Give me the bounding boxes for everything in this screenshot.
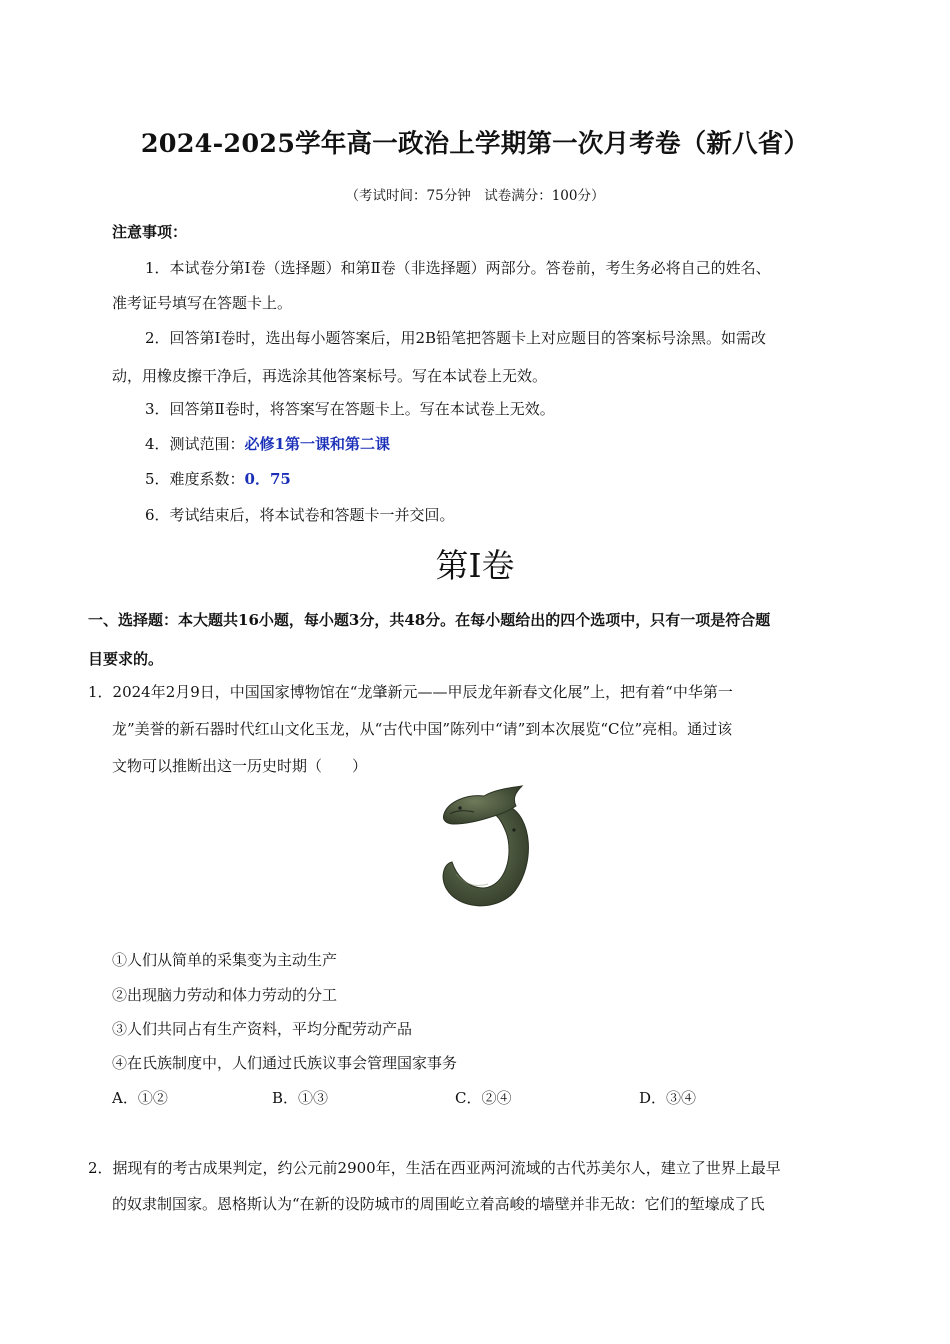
notice-item-5-label: 5．难度系数： [145, 470, 245, 488]
option-a[interactable]: A．①② [112, 1089, 168, 1107]
statement-2: ②出现脑力劳动和体力劳动的分工 [112, 986, 338, 1004]
question-1-line-1: 1．2024年2月9日，中国国家博物馆在“龙肇新元——甲辰龙年新春文化展”上，把有着“中华第一 [88, 683, 733, 701]
exam-subtitle: （考试时间：75分钟 试卷满分：100分） [345, 188, 605, 204]
notice-item-6: 6．考试结束后，将本试卷和答题卡一并交回。 [145, 506, 455, 524]
question-2-line-1: 2．据现有的考古成果判定，约公元前2900年，生活在西亚两河流域的古代苏美尔人，建立了世界上最早 [88, 1159, 781, 1177]
notice-item-4 [145, 433, 390, 454]
statement-4: ④在氏族制度中，人们通过氏族议事会管理国家事务 [112, 1054, 458, 1072]
option-d[interactable]: D．③④ [639, 1089, 697, 1107]
option-c[interactable]: C．②④ [455, 1089, 512, 1107]
notice-item-2-line-1: 2．回答第Ⅰ卷时，选出每小题答案后，用2B铅笔把答题卡上对应题目的答案标号涂黑。如需改 [145, 329, 767, 347]
section-title: 第Ⅰ卷 [435, 546, 515, 585]
option-b[interactable]: B．①③ [272, 1089, 329, 1107]
difficulty-value: 0．75 [244, 470, 291, 488]
notice-heading: 注意事项： [112, 223, 188, 241]
question-2-line-2: 的奴隶制国家。恩格斯认为“在新的设防城市的周围屹立着高峻的墙壁并非无故：它们的堑壕成了氏 [112, 1195, 765, 1213]
exam-title: 2024-2025学年高一政治上学期第一次月考卷（新八省） [140, 129, 810, 159]
notice-item-1-line-1: 1．本试卷分第Ⅰ卷（选择题）和第Ⅱ卷（非选择题）两部分。答卷前，考生务必将自己的姓名、 [145, 259, 771, 277]
question-1-line-3: 文物可以推断出这一历史时期（ ） [112, 757, 368, 775]
section-instruction-line-1: 一、选择题：本大题共16小题，每小题3分，共48分。在每小题给出的四个选项中，只有一项是符合题 [88, 611, 771, 629]
section-instruction-line-2: 目要求的。 [88, 650, 164, 668]
notice-item-3: 3．回答第Ⅱ卷时，将答案写在答题卡上。写在本试卷上无效。 [145, 400, 555, 418]
question-1-line-2: 龙”美誉的新石器时代红山文化玉龙，从“古代中国”陈列中“请”到本次展览“C位”亮相。通过该 [112, 720, 733, 738]
test-scope-value: 必修1第一课和第二课 [244, 435, 390, 453]
notice-item-5 [145, 468, 291, 489]
notice-item-1-line-2: 准考证号填写在答题卡上。 [112, 294, 293, 312]
notice-item-2-line-2: 动，用橡皮擦干净后，再选涂其他答案标号。写在本试卷上无效。 [112, 367, 548, 385]
notice-item-4-label: 4．测试范围： [145, 435, 245, 453]
statement-3: ③人们共同占有生产资料，平均分配劳动产品 [112, 1020, 413, 1038]
jade-dragon-image [436, 784, 536, 914]
statement-1: ①人们从简单的采集变为主动生产 [112, 951, 338, 969]
